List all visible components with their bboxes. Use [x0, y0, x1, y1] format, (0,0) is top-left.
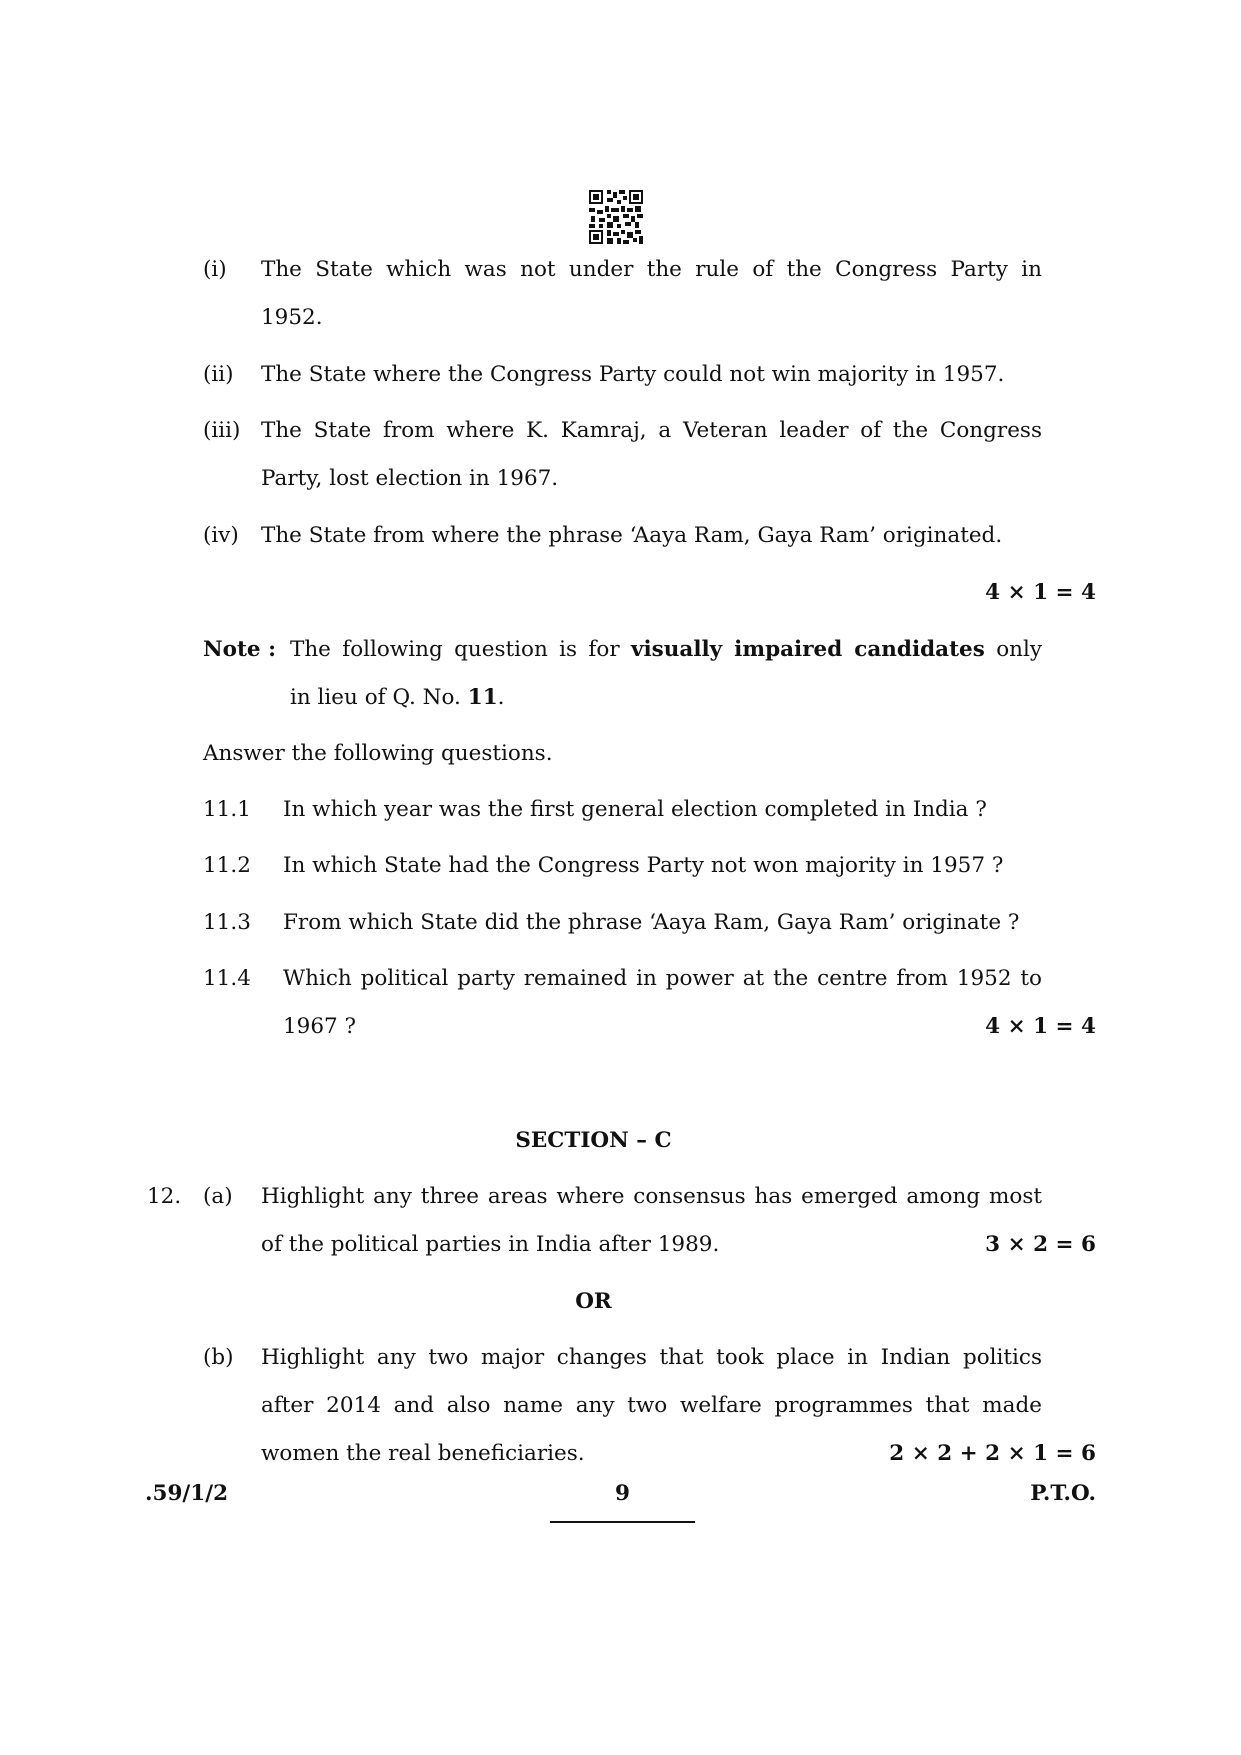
note-label: Note :	[203, 637, 277, 662]
sub-question-text-continued: 1967 ?	[283, 1014, 357, 1039]
sub-question-text: In which year was the first general election completed in India ?	[283, 797, 987, 822]
note-text-continued	[290, 685, 505, 711]
marks: 3 × 2 = 6	[985, 1232, 1096, 1257]
option-label: (a)	[203, 1184, 233, 1209]
sub-question-text: Which political party remained in power at the centre from 1952 to	[283, 966, 1042, 991]
item-number: (i)	[203, 257, 227, 282]
item-text: The State from where K. Kamraj, a Veteran leader of the Congress	[261, 418, 1042, 443]
item-number: (ii)	[203, 362, 234, 387]
note-emphasis: visually impaired candidates	[631, 637, 985, 662]
section-heading: SECTION – C	[515, 1128, 672, 1153]
option-text: Highlight any two major changes that took place in Indian politics	[261, 1345, 1042, 1370]
item-number: (iv)	[203, 523, 239, 548]
page-number-underline	[550, 1521, 695, 1523]
item-text: The State which was not under the rule of the Congress Party in	[261, 257, 1042, 282]
marks: 4 × 1 = 4	[985, 580, 1096, 605]
item-number: (iii)	[203, 418, 241, 443]
sub-question-number: 11.3	[203, 910, 251, 935]
sub-question-text: From which State did the phrase ‘Aaya Ram, Gaya Ram’ originate ?	[283, 910, 1020, 935]
item-text-continued: 1952.	[261, 305, 323, 330]
or-separator: OR	[575, 1289, 612, 1314]
marks: 2 × 2 + 2 × 1 = 6	[889, 1441, 1096, 1466]
item-text: The State from where the phrase ‘Aaya Ram, Gaya Ram’ originated.	[261, 523, 1003, 548]
note-question-number: 11	[467, 685, 498, 710]
marks: 4 × 1 = 4	[985, 1014, 1096, 1039]
answer-intro: Answer the following questions.	[203, 741, 553, 766]
note-text-part: only	[996, 637, 1043, 662]
qr-code-icon	[589, 190, 643, 244]
note-text-part: in lieu of Q. No.	[290, 685, 461, 710]
question-number: 12.	[147, 1184, 182, 1209]
pto-label: P.T.O.	[1030, 1481, 1096, 1506]
sub-question-number: 11.4	[203, 966, 251, 991]
option-text: Highlight any three areas where consensus has emerged among most	[261, 1184, 1042, 1209]
sub-question-number: 11.2	[203, 853, 251, 878]
option-text-continued: after 2014 and also name any two welfare programmes that made	[261, 1393, 1042, 1418]
item-text: The State where the Congress Party could not win majority in 1957.	[261, 362, 1005, 387]
note-text-part: The following question is for	[290, 637, 620, 662]
item-text-continued: Party, lost election in 1967.	[261, 466, 559, 491]
option-text-continued: of the political parties in India after 1989.	[261, 1232, 720, 1257]
paper-code: .59/1/2	[145, 1481, 229, 1506]
note-text-part: .	[497, 685, 505, 710]
sub-question-text: In which State had the Congress Party not won majority in 1957 ?	[283, 853, 1004, 878]
sub-question-number: 11.1	[203, 797, 251, 822]
option-label: (b)	[203, 1345, 234, 1370]
option-text-continued: women the real beneficiaries.	[261, 1441, 585, 1466]
page-number: 9	[615, 1481, 630, 1506]
note-text	[290, 637, 1042, 663]
